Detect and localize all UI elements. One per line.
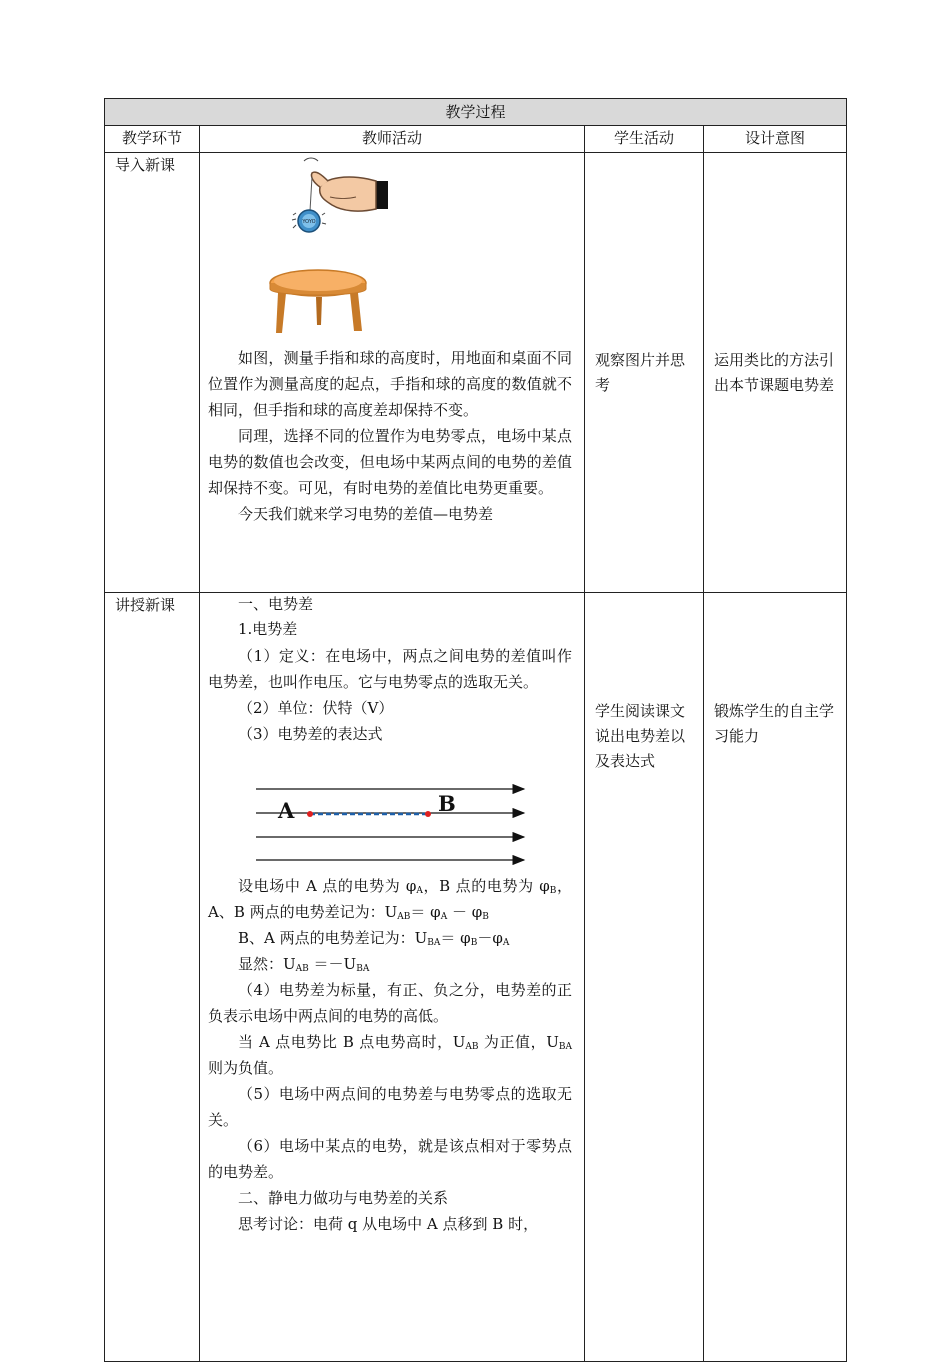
teaching-process-table bbox=[104, 98, 847, 1362]
scalar-paragraph: （4）电势差为标量，有正、负之分，电势差的正负表示电场中两点间的电势的高低。 bbox=[208, 981, 572, 1025]
table-icon bbox=[270, 270, 366, 333]
electric-field-diagram bbox=[208, 747, 568, 867]
point-a-dot bbox=[307, 811, 313, 817]
stage-intro: 导入新课 bbox=[105, 153, 200, 593]
student-lesson: 学生阅读课文说出电势差以及表达式 bbox=[595, 702, 686, 770]
intent-intro-cell bbox=[704, 153, 847, 593]
expression-paragraph: （3）电势差的表达式 bbox=[238, 725, 383, 743]
intent-lesson: 锻炼学生的自主学习能力 bbox=[714, 702, 835, 745]
teacher-intro-cell bbox=[200, 153, 585, 593]
hand-icon bbox=[304, 158, 388, 211]
sign-paragraph: 当 A 点电势比 B 点电势高时，$U_{AB}$ 为正值，$U_{BA}$ 则为负值。 bbox=[208, 1033, 572, 1077]
point-a-label: A bbox=[278, 798, 295, 823]
section-heading-2: 1.电势差 bbox=[238, 620, 298, 638]
stage-lesson: 讲授新课 bbox=[105, 593, 200, 1362]
intent-intro: 运用类比的方法引出本节课题电势差 bbox=[714, 350, 835, 394]
yoyo-label: YOYO bbox=[302, 219, 316, 225]
intro-paragraph-1: 如图，测量手指和球的高度时，用地面和桌面不同位置作为测量高度的起点，手指和球的高度的数值就不相同，但手指和球的高度差却保持不变。 bbox=[208, 349, 572, 419]
teacher-lesson-cell bbox=[200, 593, 585, 1362]
header-teacher: 教师活动 bbox=[200, 126, 585, 153]
intent-lesson-cell bbox=[704, 593, 847, 1362]
intro-paragraph-2: 同理，选择不同的位置作为电势零点，电场中某点电势的数值也会改变，但电场中某两点间的电势的差值却保持不变。可见，有时电势的差值比电势更重要。 bbox=[208, 427, 572, 497]
hand-yoyo-illustration bbox=[208, 153, 568, 243]
table-title: 教学过程 bbox=[105, 99, 847, 126]
yoyo-icon bbox=[292, 210, 326, 232]
table-header-row bbox=[105, 126, 847, 153]
section-heading-1: 一、电势差 bbox=[238, 595, 314, 613]
independence-paragraph: （5）电场中两点间的电势差与电势零点的选取无关。 bbox=[208, 1085, 572, 1129]
header-student: 学生活动 bbox=[585, 126, 704, 153]
student-lesson-cell bbox=[585, 593, 704, 1362]
table-row-lesson bbox=[105, 593, 847, 1362]
intro-paragraph-3: 今天我们就来学习电势的差值—电势差 bbox=[238, 505, 494, 523]
unit-paragraph: （2）单位：伏特（V） bbox=[238, 699, 394, 717]
student-intro: 观察图片并思考 bbox=[595, 350, 686, 394]
ba-paragraph: B、A 两点的电势差记为：$U_{BA}= \varphi_B-\varphi_A$ bbox=[238, 929, 510, 948]
header-intent: 设计意图 bbox=[704, 126, 847, 153]
definition-paragraph: （1）定义：在电场中，两点之间电势的差值叫作电势差，也叫作电压。它与电势零点的选取无关。 bbox=[208, 647, 572, 691]
round-table-illustration bbox=[208, 243, 568, 343]
obvious-paragraph: 显然：$U_{AB} =-U_{BA}$ bbox=[238, 955, 370, 974]
point-b-label: B bbox=[438, 791, 456, 816]
setup-paragraph: 设电场中 A 点的电势为 $\varphi_A$，B 点的电势为 $\varphi_B$，A、B 两点的电势差记为：$U_{AB}= \varphi_A - \varphi_B$ bbox=[208, 877, 572, 922]
student-intro-cell bbox=[585, 153, 704, 593]
potential-paragraph: （6）电场中某点的电势，就是该点相对于零势点的电势差。 bbox=[208, 1137, 572, 1181]
section-heading-3: 二、静电力做功与电势差的关系 bbox=[238, 1189, 449, 1207]
table-title-row bbox=[105, 99, 847, 126]
point-b-dot bbox=[425, 811, 431, 817]
header-stage: 教学环节 bbox=[105, 126, 200, 153]
discussion-paragraph: 思考讨论：电荷 q 从电场中 A 点移到 B 时， bbox=[238, 1215, 539, 1233]
table-row-intro bbox=[105, 153, 847, 593]
